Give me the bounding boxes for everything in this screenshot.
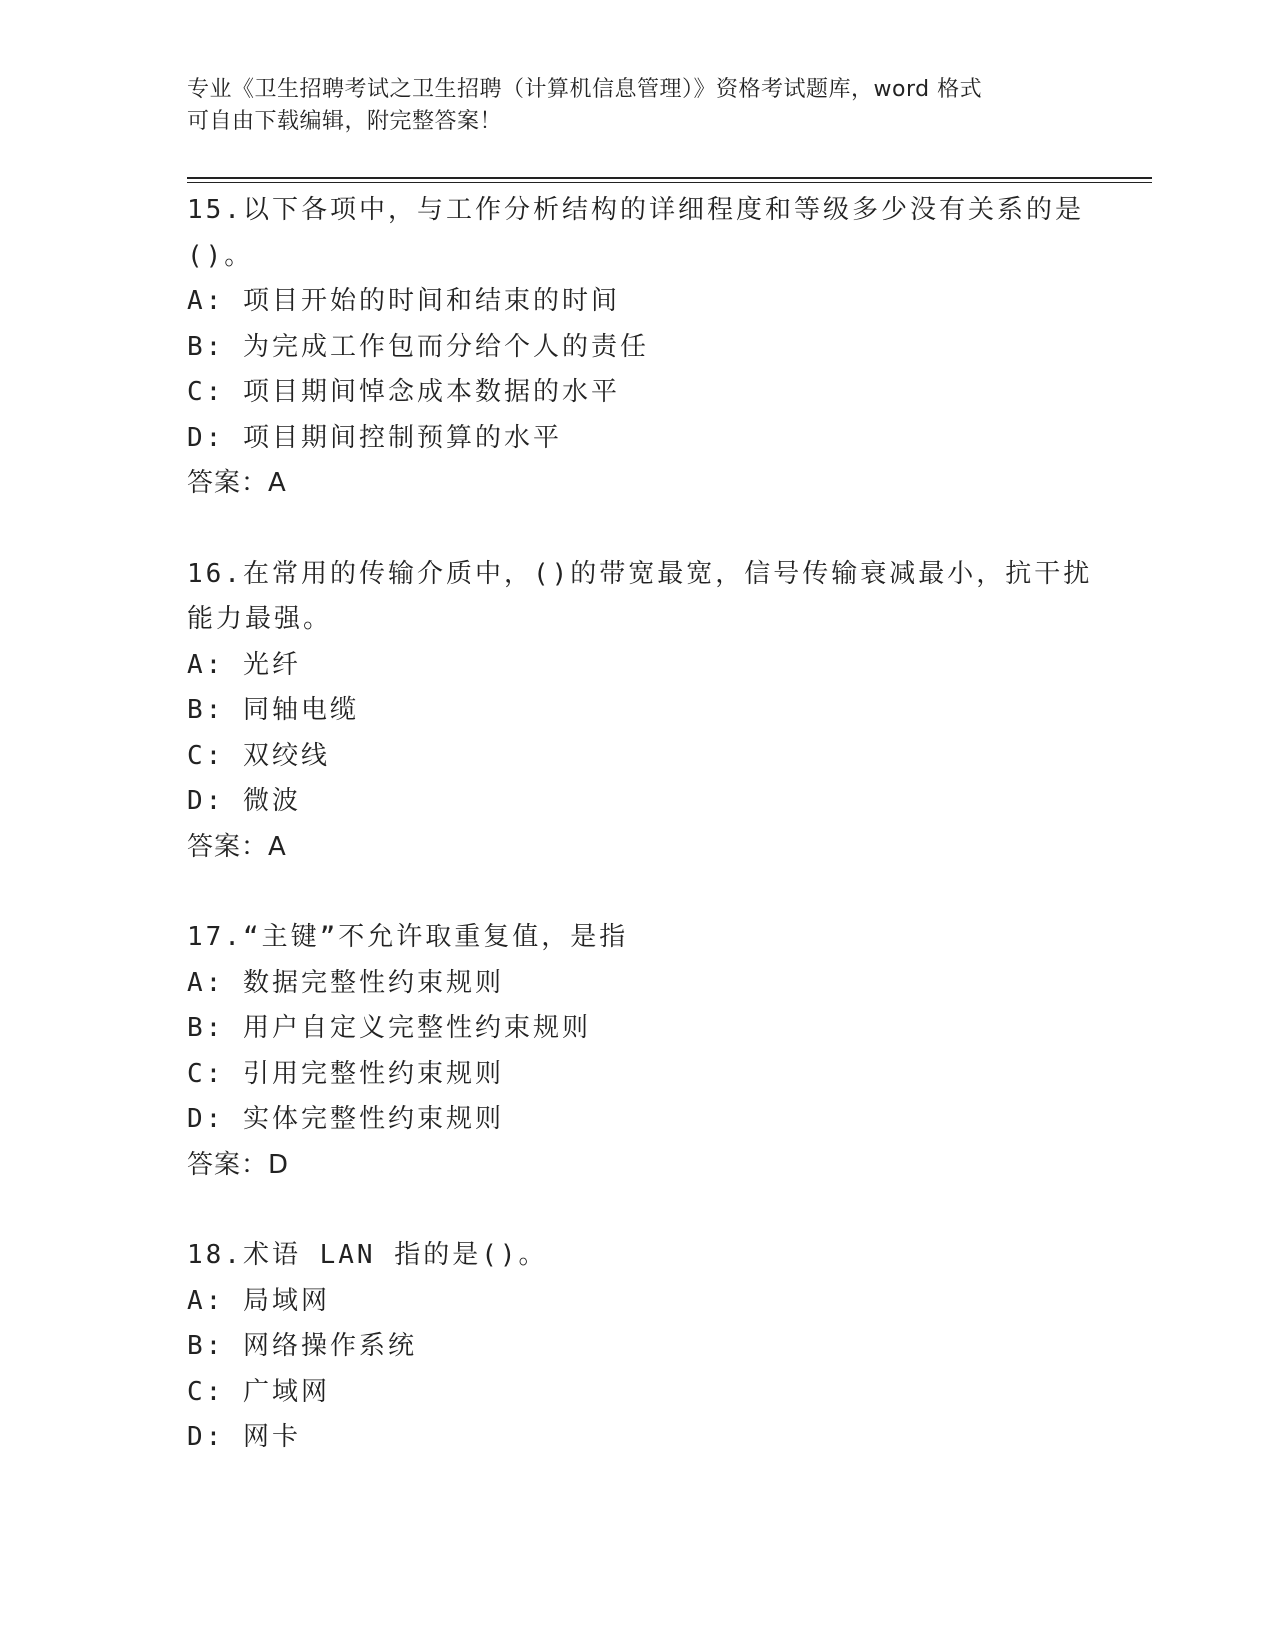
- question-18: [187, 1233, 1152, 1461]
- question-text: 17.“主键”不允许取重复值，是指: [187, 922, 629, 952]
- option-a: A: 局域网: [187, 1285, 330, 1316]
- question-15: [187, 188, 1152, 507]
- option-b: B: 为完成工作包而分给个人的责任: [187, 331, 649, 362]
- answer: 答案：A: [187, 468, 287, 498]
- option-b: B: 同轴电缆: [187, 695, 359, 725]
- option-c: C: 项目期间悼念成本数据的水平: [187, 377, 620, 407]
- question-list: [187, 188, 1152, 1461]
- question-text: 18.术语 LAN 指的是()。: [187, 1240, 548, 1270]
- option-d: D: 微波: [187, 786, 301, 816]
- option-d: D: 实体完整性约束规则: [187, 1104, 504, 1134]
- option-d: D: 网卡: [187, 1422, 301, 1452]
- question-text: 16.在常用的传输介质中，()的带宽最宽，信号传输衰减最小，抗干扰: [187, 558, 1093, 589]
- question-text: ()。: [187, 240, 254, 271]
- option-a: A: 光纤: [187, 649, 301, 680]
- question-16: [187, 552, 1152, 871]
- answer: 答案：A: [187, 831, 287, 862]
- answer: 答案：D: [187, 1149, 290, 1180]
- document-header: [187, 74, 1087, 138]
- header-divider-thin: [187, 182, 1152, 183]
- option-a: A: 项目开始的时间和结束的时间: [187, 286, 620, 316]
- option-b: B: 网络操作系统: [187, 1331, 417, 1361]
- option-c: C: 引用完整性约束规则: [187, 1058, 504, 1089]
- question-text: 15.以下各项中，与工作分析结构的详细程度和等级多少没有关系的是: [187, 195, 1084, 225]
- header-divider-thick: [187, 177, 1152, 179]
- question-17: [187, 915, 1152, 1188]
- question-spacer: [187, 507, 1152, 552]
- option-b: B: 用户自定义完整性约束规则: [187, 1013, 591, 1043]
- option-d: D: 项目期间控制预算的水平: [187, 422, 562, 453]
- question-spacer: [187, 1188, 1152, 1233]
- header-line-2: 可自由下载编辑，附完整答案！: [187, 109, 503, 134]
- option-c: C: 双绞线: [187, 740, 330, 771]
- option-c: C: 广域网: [187, 1376, 330, 1407]
- option-a: A: 数据完整性约束规则: [187, 967, 504, 998]
- question-spacer: [187, 870, 1152, 915]
- header-line-1: 专业《卫生招聘考试之卫生招聘（计算机信息管理）》资格考试题库，word 格式: [187, 77, 983, 102]
- question-text: 能力最强。: [187, 604, 333, 634]
